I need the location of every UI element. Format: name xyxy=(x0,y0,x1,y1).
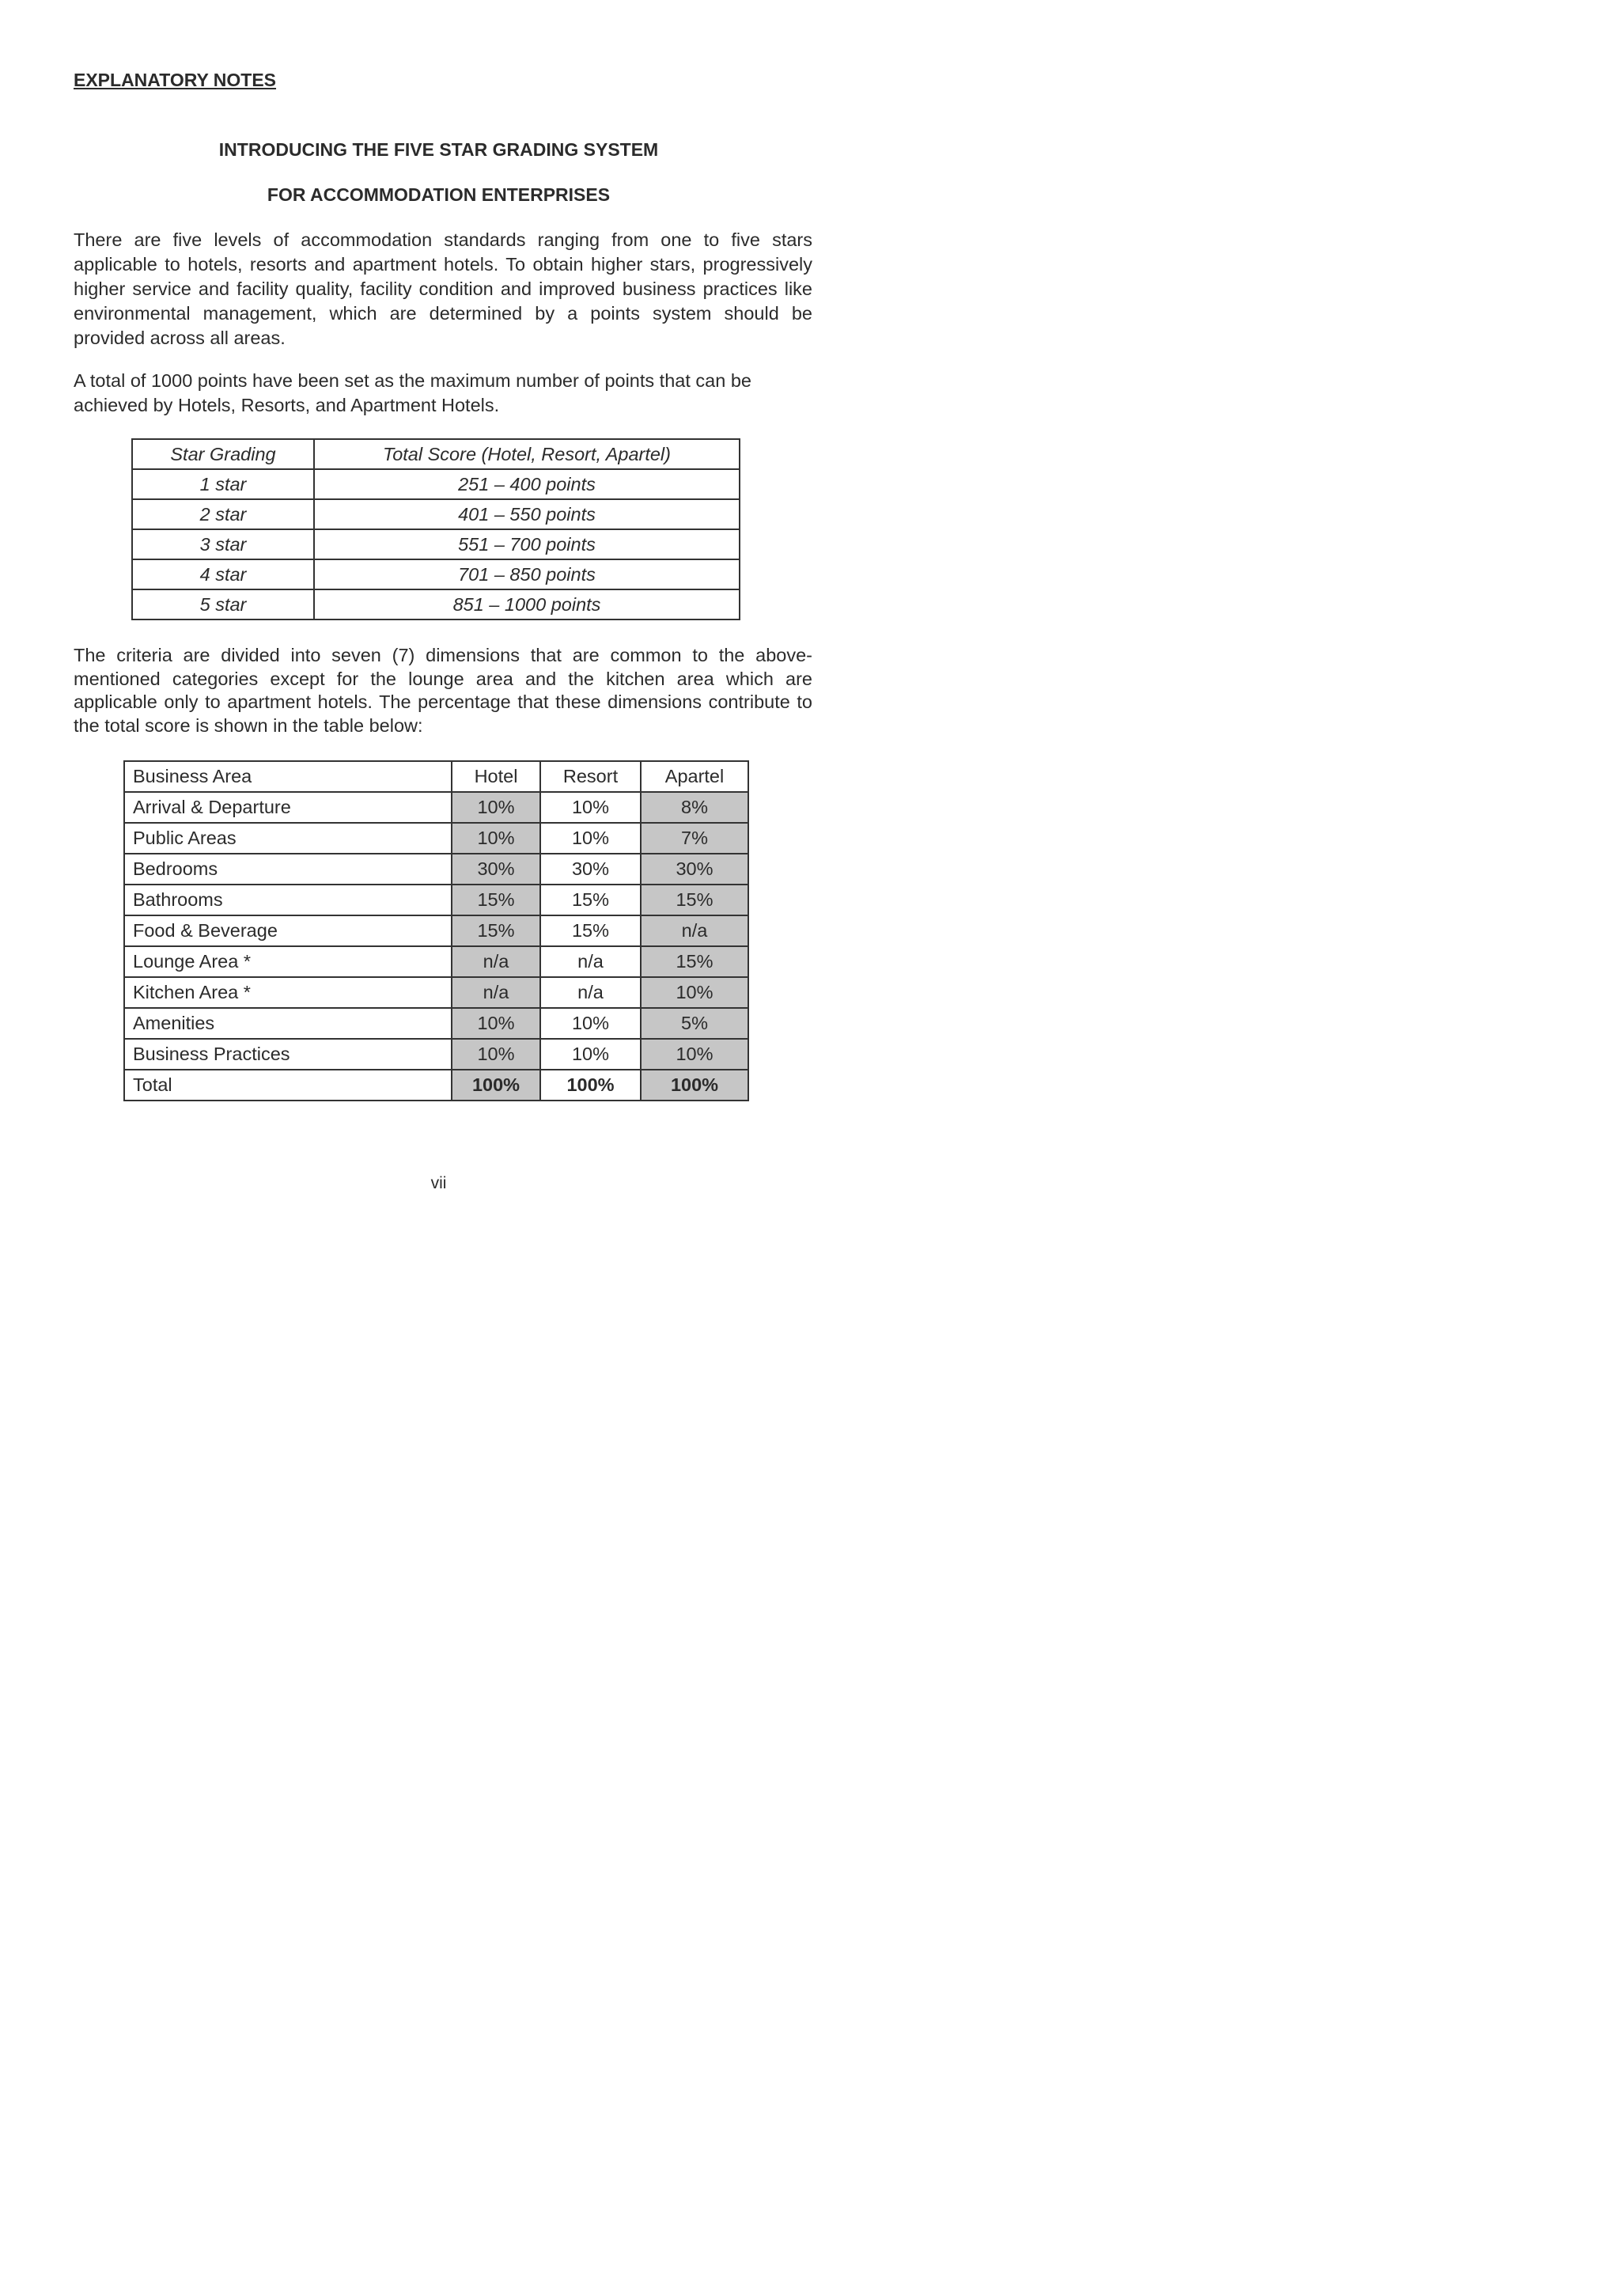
apartel-cell: 15% xyxy=(641,946,748,977)
star-level-cell: 5 star xyxy=(132,589,314,619)
column-header: Business Area xyxy=(124,761,452,792)
hotel-cell: 30% xyxy=(452,854,540,885)
hotel-cell: 10% xyxy=(452,792,540,823)
resort-cell: n/a xyxy=(540,977,641,1008)
business-area-cell: Lounge Area * xyxy=(124,946,452,977)
table-row xyxy=(124,792,748,823)
resort-cell: n/a xyxy=(540,946,641,977)
column-header: Apartel xyxy=(641,761,748,792)
points-paragraph: A total of 1000 points have been set as the maximum number of points that can be achieved by Hotels, Resorts, and Apartment Hotels. xyxy=(74,370,751,415)
apartel-cell: 30% xyxy=(641,854,748,885)
table-row xyxy=(132,499,740,529)
apartel-cell: 10% xyxy=(641,1039,748,1070)
apartel-cell: n/a xyxy=(641,915,748,946)
business-area-table xyxy=(123,760,749,1101)
business-area-cell: Public Areas xyxy=(124,823,452,854)
resort-cell: 10% xyxy=(540,792,641,823)
resort-cell: 15% xyxy=(540,885,641,915)
column-header: Resort xyxy=(540,761,641,792)
table-row xyxy=(124,915,748,946)
hotel-cell: 100% xyxy=(452,1070,540,1101)
resort-cell: 100% xyxy=(540,1070,641,1101)
business-area-cell: Amenities xyxy=(124,1008,452,1039)
star-level-cell: 1 star xyxy=(132,469,314,499)
table-row xyxy=(124,1039,748,1070)
table-row xyxy=(132,469,740,499)
table-row xyxy=(132,559,740,589)
apartel-cell: 15% xyxy=(641,885,748,915)
table-header-row xyxy=(124,761,748,792)
table-header-row xyxy=(132,439,740,469)
resort-cell: 30% xyxy=(540,854,641,885)
table-row xyxy=(124,977,748,1008)
explanatory-notes-heading: EXPLANATORY NOTES xyxy=(74,70,277,90)
apartel-cell: 100% xyxy=(641,1070,748,1101)
apartel-cell: 5% xyxy=(641,1008,748,1039)
column-header: Hotel xyxy=(452,761,540,792)
column-header: Total Score (Hotel, Resort, Apartel) xyxy=(314,439,740,469)
hotel-cell: 15% xyxy=(452,915,540,946)
hotel-cell: n/a xyxy=(452,946,540,977)
business-area-cell: Bathrooms xyxy=(124,885,452,915)
apartel-cell: 10% xyxy=(641,977,748,1008)
hotel-cell: n/a xyxy=(452,977,540,1008)
hotel-cell: 10% xyxy=(452,1008,540,1039)
resort-cell: 10% xyxy=(540,1039,641,1070)
star-level-cell: 2 star xyxy=(132,499,314,529)
title-line-2: FOR ACCOMMODATION ENTERPRISES xyxy=(267,184,611,205)
hotel-cell: 10% xyxy=(452,823,540,854)
business-area-cell: Food & Beverage xyxy=(124,915,452,946)
star-level-cell: 3 star xyxy=(132,529,314,559)
table-row xyxy=(124,823,748,854)
table-row-total xyxy=(124,1070,748,1101)
apartel-cell: 7% xyxy=(641,823,748,854)
business-area-cell: Kitchen Area * xyxy=(124,977,452,1008)
business-area-cell: Bedrooms xyxy=(124,854,452,885)
business-area-cell: Total xyxy=(124,1070,452,1101)
business-area-cell: Arrival & Departure xyxy=(124,792,452,823)
criteria-paragraph: The criteria are divided into seven (7) dimensions that are common to the above-mentioned categories except for the lounge area and the kitchen area which are applicable only to apartment hotels. The percentage that these dimensions contribute to the total score is shown in the table below: xyxy=(74,645,812,736)
table-row xyxy=(124,946,748,977)
hotel-cell: 15% xyxy=(452,885,540,915)
resort-cell: 10% xyxy=(540,1008,641,1039)
resort-cell: 15% xyxy=(540,915,641,946)
title-line-1: INTRODUCING THE FIVE STAR GRADING SYSTEM xyxy=(218,139,659,160)
score-range-cell: 851 – 1000 points xyxy=(314,589,740,619)
table-row xyxy=(132,529,740,559)
score-range-cell: 551 – 700 points xyxy=(314,529,740,559)
intro-paragraph: There are five levels of accommodation standards ranging from one to five stars applicable to hotels, resorts and apartment hotels. To obtain higher stars, progressively higher service and facility quality, facility condition and improved business practices like environmental management, which are determined by a points system should be provided across all areas. xyxy=(74,229,812,348)
page-number: vii xyxy=(430,1174,447,1192)
table-row xyxy=(124,885,748,915)
apartel-cell: 8% xyxy=(641,792,748,823)
score-range-cell: 401 – 550 points xyxy=(314,499,740,529)
table-row xyxy=(132,589,740,619)
hotel-cell: 10% xyxy=(452,1039,540,1070)
resort-cell: 10% xyxy=(540,823,641,854)
score-range-cell: 251 – 400 points xyxy=(314,469,740,499)
table-row xyxy=(124,1008,748,1039)
star-grading-table xyxy=(131,438,740,620)
column-header: Star Grading xyxy=(132,439,314,469)
score-range-cell: 701 – 850 points xyxy=(314,559,740,589)
table-row xyxy=(124,854,748,885)
star-level-cell: 4 star xyxy=(132,559,314,589)
business-area-cell: Business Practices xyxy=(124,1039,452,1070)
